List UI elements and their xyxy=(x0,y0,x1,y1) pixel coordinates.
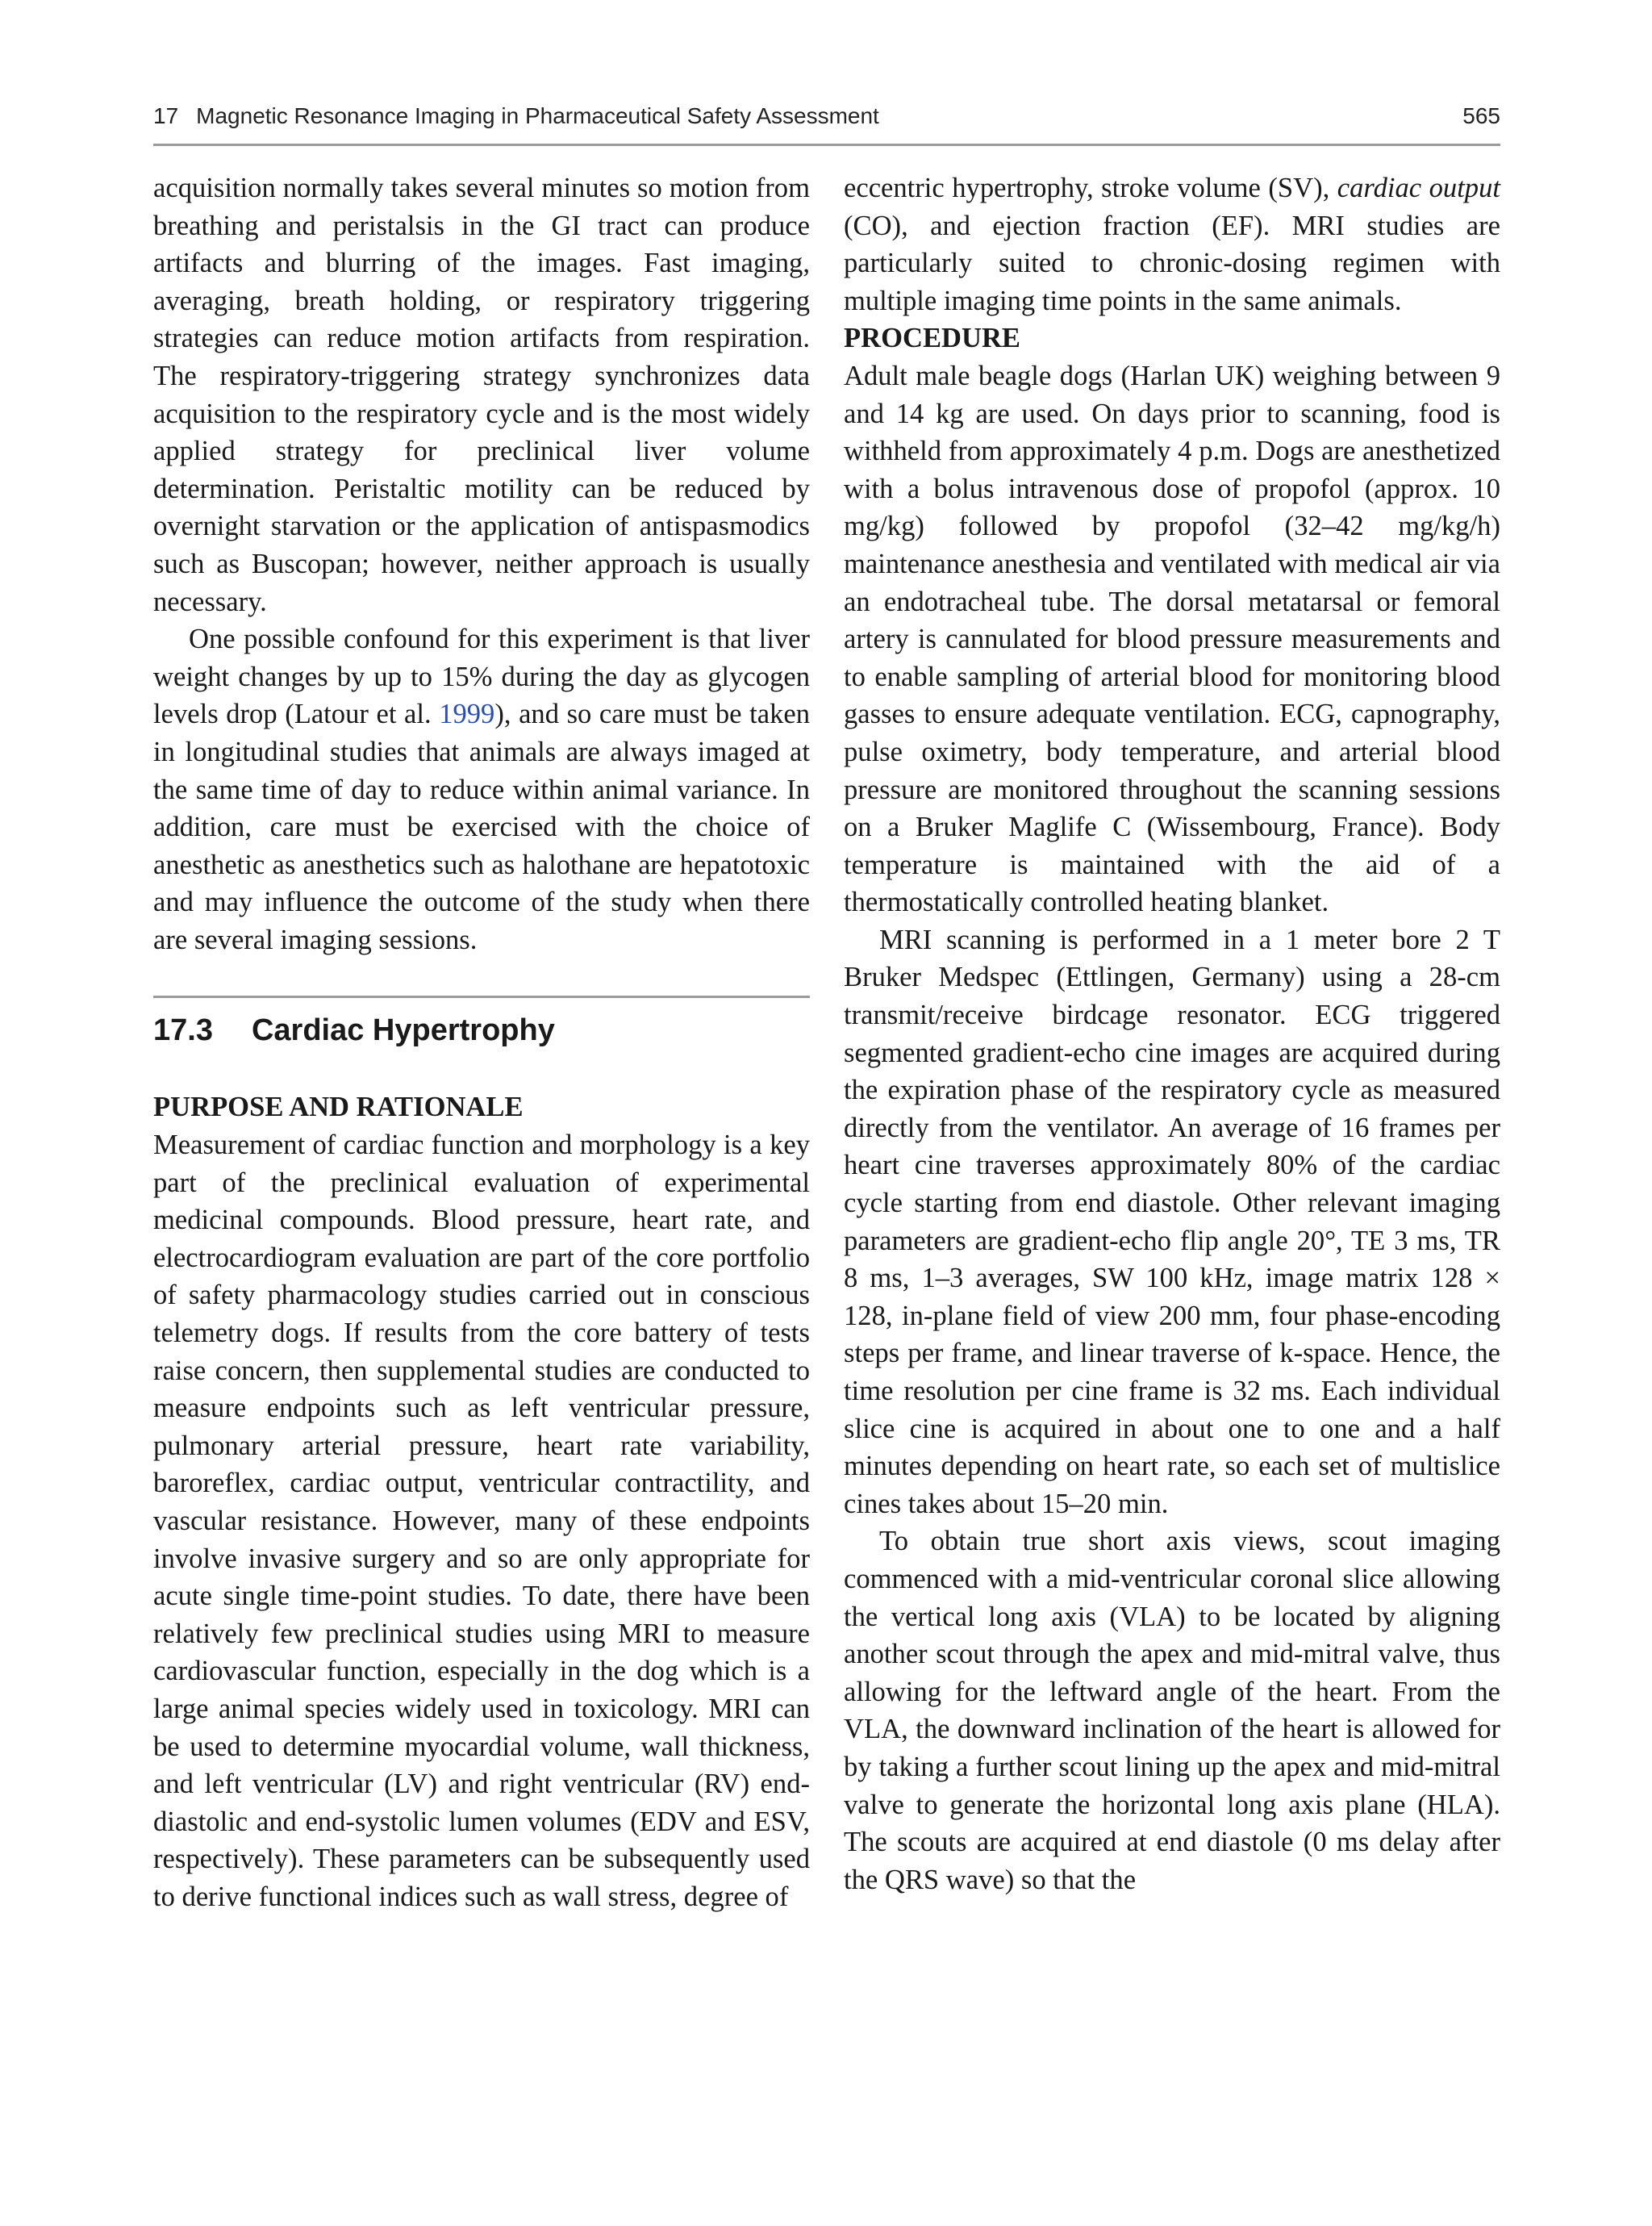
paragraph-indices-text-a: eccentric hypertrophy, stroke volume (SV), xyxy=(844,173,1337,203)
paragraph-motion: acquisition normally takes several minutes so motion from breathing and peristalsis in the GI tract can produce artifacts and blurring of the images. Fast imaging, averaging, breath holding, or respiratory triggering strategies can reduce motion artifacts from respiration. The respiratory-triggering strategy synchronizes data acquisition to the respiratory cycle and is the most widely applied strategy for preclinical liver volume determination. Peristaltic motility can be reduced by overnight starvation or the application of antispasmodics such as Buscopan; however, neither approach is usually necessary. xyxy=(153,173,810,617)
left-column xyxy=(153,169,810,1916)
term-cardiac-output: cardiac output xyxy=(1337,173,1500,203)
page-number: 565 xyxy=(1462,103,1500,128)
paragraph-indices xyxy=(844,169,1500,319)
section-heading xyxy=(153,1009,810,1051)
paragraph-purpose: Measurement of cardiac function and morphology is a key part of the preclinical evaluation of experimental medicinal compounds. Blood pressure, heart rate, and electrocardiogram evaluation are part of the core portfolio of safety pharmacology studies carried out in conscious telemetry dogs. If results from the core battery of tests raise concern, then supplemental studies are conducted to measure endpoints such as left ventricular pressure, pulmonary arterial pressure, heart rate variability, baroreflex, cardiac output, ventricular contractility, and vascular resistance. However, many of these endpoints involve invasive surgery and so are only appropriate for acute single time-point studies. To date, there have been relatively few preclinical studies using MRI to measure cardiovascular function, especially in the dog which is a large animal species widely used in toxicology. MRI can be used to determine myocardial volume, wall thickness, and left ventricular (LV) and right ventricular (RV) end-diastolic and end-systolic lumen volumes (EDV and ESV, respectively). These parameters can be subsequently used to derive functional indices such as wall stress, degree of xyxy=(153,1130,810,1912)
paragraph-short-axis: To obtain true short axis views, scout imaging commenced with a mid-ventricular coronal slice allowing the vertical long axis (VLA) to be located by aligning another scout through the apex and mid-mitral valve, thus allowing for the leftward angle of the heart. From the VLA, the downward inclination of the heart is allowed for by taking a further scout lining up the apex and mid-mitral valve to generate the horizontal long axis plane (HLA). The scouts are acquired at end diastole (0 ms delay after the QRS wave) so that the xyxy=(844,1526,1500,1895)
paragraph-procedure: Adult male beagle dogs (Harlan UK) weighing between 9 and 14 kg are used. On days prior to scanning, food is withheld from approximately 4 p.m. Dogs are anesthetized with a bolus intravenous dose of propofol (approx. 10 mg/kg) followed by propofol (32–42 mg/kg/h) maintenance anesthesia and ventilated with medical air via an endotracheal tube. The dorsal metatarsal or femoral artery is cannulated for blood pressure measurements and to enable sampling of arterial blood for monitoring blood gasses to ensure adequate ventilation. ECG, capnography, pulse oximetry, body temperature, and arterial blood pressure are monitored throughout the scanning sessions on a Bruker Maglife C (Wissembourg, France). Body temperature is maintained with the aid of a thermostatically controlled heating blanket. xyxy=(844,360,1500,918)
subheading-procedure: PROCEDURE xyxy=(844,323,1021,354)
subheading-purpose: PURPOSE AND RATIONALE xyxy=(153,1092,524,1123)
paragraph-confound-text-a: One possible confound for this experiment is that liver weight changes by up to 15% during the day as glycogen levels drop (Latour et al. xyxy=(153,624,810,730)
chapter-title: Magnetic Resonance Imaging in Pharmaceutical Safety Assessment xyxy=(196,103,879,128)
right-column xyxy=(844,169,1500,1898)
section-rule xyxy=(153,996,810,998)
running-head xyxy=(153,103,1500,129)
chapter-number: 17 xyxy=(153,103,179,128)
citation-link-latour-1999[interactable]: 1999 xyxy=(439,699,495,730)
paragraph-confound xyxy=(153,620,810,958)
paragraph-indices-text-b: (CO), and ejection fraction (EF). MRI studies are particularly suited to chronic-dosing regimen with multiple imaging time points in the same animals. xyxy=(844,210,1500,316)
paragraph-mri-scanning: MRI scanning is performed in a 1 meter bore 2 T Bruker Medspec (Ettlingen, Germany) using a 28-cm transmit/receive birdcage resonator. ECG triggered segmented gradient-echo cine images are acquired during the expiration phase of the respiratory cycle as measured directly from the ventilator. An average of 16 frames per heart cine traverses approximately 80% of the cardiac cycle starting from end diastole. Other relevant imaging parameters are gradient-echo flip angle 20°, TE 3 ms, TR 8 ms, 1–3 averages, SW 100 kHz, image matrix 128 × 128, in-plane field of view 200 mm, four phase-encoding steps per frame, and linear traverse of k-space. Hence, the time resolution per cine frame is 32 ms. Each individual slice cine is acquired in about one to one and a half minutes depending on heart rate, so each set of multislice cines takes about 15–20 min. xyxy=(844,924,1500,1519)
paragraph-confound-text-b: ), and so care must be taken in longitudinal studies that animals are always imaged at the same time of day to reduce within animal variance. In addition, care must be exercised with the choice of anesthetic as anesthetics such as halothane are hepatotoxic and may influence the outcome of the study when there are several imaging sessions. xyxy=(153,699,810,955)
section-number: 17.3 xyxy=(153,1013,213,1048)
header-rule xyxy=(153,144,1500,146)
chapter-header xyxy=(153,103,879,129)
section-title: Cardiac Hypertrophy xyxy=(251,1013,555,1048)
